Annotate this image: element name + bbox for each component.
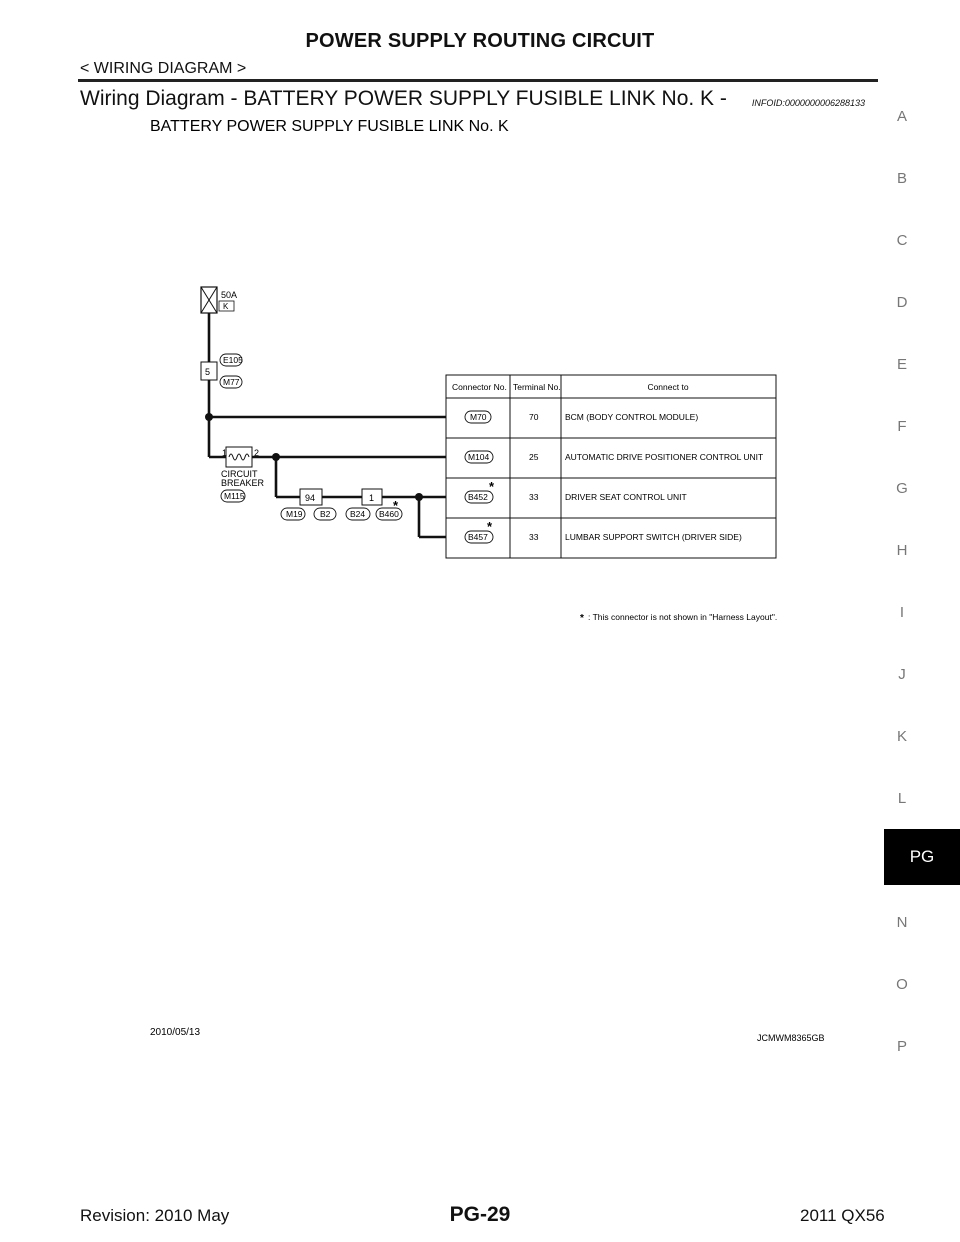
table-row-connector: M104 bbox=[468, 452, 490, 462]
info-id: INFOID:0000000006288133 bbox=[751, 98, 865, 108]
section-title: Wiring Diagram - BATTERY POWER SUPPLY FUSIBLE LINK No. K - bbox=[80, 87, 727, 110]
table-row-connector: B457 bbox=[468, 532, 488, 542]
diagram-code: JCMWM8365GB bbox=[757, 1033, 825, 1043]
table-header-terminal: Terminal No. bbox=[513, 382, 561, 392]
table-row-connector: B452 bbox=[468, 492, 488, 502]
table-row-connect-to: AUTOMATIC DRIVE POSITIONER CONTROL UNIT bbox=[565, 452, 764, 462]
index-letter: D bbox=[896, 294, 908, 311]
table-row-connect-to: DRIVER SEAT CONTROL UNIT bbox=[565, 492, 687, 502]
table-header-connector: Connector No. bbox=[452, 382, 507, 392]
index-letter: C bbox=[896, 232, 908, 249]
connector-m19: M19 bbox=[286, 509, 303, 519]
connector-b2: B2 bbox=[320, 509, 331, 519]
asterisk-b452: * bbox=[489, 479, 495, 494]
joint-connector bbox=[281, 489, 402, 520]
index-letter: J bbox=[898, 666, 906, 683]
table-row-terminal: 33 bbox=[529, 532, 539, 542]
connector-b460: B460 bbox=[379, 509, 399, 519]
table-row-connector: M70 bbox=[470, 412, 487, 422]
asterisk-b457: * bbox=[487, 519, 493, 534]
splice-connector bbox=[201, 354, 243, 388]
joint-terminal-right: 1 bbox=[369, 493, 375, 503]
index-letter: F bbox=[897, 418, 907, 435]
circuit-breaker bbox=[221, 447, 265, 502]
connector-m77: M77 bbox=[223, 377, 240, 387]
index-letter: G bbox=[896, 480, 908, 497]
diagram-date: 2010/05/13 bbox=[150, 1027, 201, 1038]
index-letter: B bbox=[896, 170, 907, 187]
revision: Revision: 2010 May bbox=[80, 1206, 230, 1225]
index-letter: I bbox=[899, 604, 905, 621]
index-letter: L bbox=[897, 790, 907, 807]
connector-b24: B24 bbox=[350, 509, 366, 519]
table-row-terminal: 70 bbox=[529, 412, 539, 422]
connector-m115: M115 bbox=[224, 491, 245, 501]
table-row-terminal: 25 bbox=[529, 452, 539, 462]
connection-table bbox=[446, 375, 776, 558]
index-letter: E bbox=[896, 356, 907, 373]
model: 2011 QX56 bbox=[800, 1206, 885, 1225]
breaker-pin-1: 1 bbox=[222, 448, 228, 458]
breaker-label-2: BREAKER bbox=[221, 478, 265, 488]
index-tab-pg: PG bbox=[884, 829, 960, 885]
table-row-connect-to: LUMBAR SUPPORT SWITCH (DRIVER SIDE) bbox=[565, 532, 742, 542]
table-header-connect-to: Connect to bbox=[647, 382, 689, 392]
table-row-connect-to: BCM (BODY CONTROL MODULE) bbox=[565, 412, 699, 422]
index-letter: K bbox=[896, 728, 907, 745]
breaker-label-1: CIRCUIT bbox=[221, 469, 258, 479]
footnote-star: * bbox=[580, 613, 584, 624]
index-letter: N bbox=[896, 914, 908, 931]
page-title: POWER SUPPLY ROUTING CIRCUIT bbox=[305, 30, 655, 52]
diagram-title: BATTERY POWER SUPPLY FUSIBLE LINK No. K bbox=[150, 118, 509, 135]
joint-terminal-left: 94 bbox=[305, 493, 316, 503]
connector-e105: E105 bbox=[223, 355, 243, 365]
page-number: PG-29 bbox=[449, 1203, 511, 1226]
fuse-link-label: K bbox=[223, 302, 229, 311]
index-letter: P bbox=[896, 1038, 907, 1055]
fusible-link bbox=[201, 287, 237, 313]
splice-terminal: 5 bbox=[205, 367, 211, 377]
fuse-rating: 50A bbox=[221, 290, 238, 300]
index-letter: A bbox=[896, 108, 907, 125]
asterisk-b460: * bbox=[393, 498, 399, 513]
index-letter: O bbox=[896, 976, 908, 993]
breadcrumb: < WIRING DIAGRAM > bbox=[80, 60, 247, 77]
breaker-pin-2: 2 bbox=[254, 448, 260, 458]
index-letter: H bbox=[896, 542, 908, 559]
footnote-text: : This connector is not shown in "Harness Layout". bbox=[588, 612, 778, 622]
table-row-terminal: 33 bbox=[529, 492, 539, 502]
